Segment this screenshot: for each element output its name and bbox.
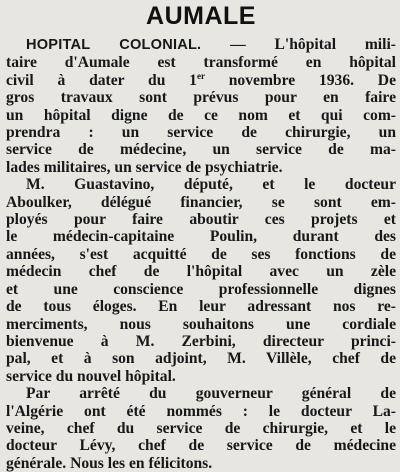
- article-line: veine, chef du service de chirurgie, et le: [6, 419, 396, 437]
- article-line: de tous éloges. En leur adressant nos re-: [6, 298, 396, 316]
- article-line: merciments, nous souhaitons une cordiale: [6, 315, 396, 333]
- article-line: médecin chef de l'hôpital avec un zèle: [6, 263, 396, 281]
- article-line: M. Guastavino, député, et le docteur: [26, 176, 396, 194]
- article-line: taire d'Aumale est transformé en hôpital: [6, 54, 396, 72]
- article-line: bienvenue à M. Zerbini, directeur princi-: [6, 332, 396, 350]
- article-line: pal, et à son adjoint, M. Villèle, chef de: [6, 350, 396, 368]
- article-line: générale. Nous les en félicitons.: [6, 454, 213, 472]
- section-kicker: HOPITAL COLONIAL.: [26, 37, 202, 53]
- article-line: docteur Lévy, chef de service de médecine: [6, 437, 396, 455]
- article-line: Par arrêté du gouverneur général de: [26, 385, 396, 403]
- article-line: le médecin-capitaine Poulin, durant des: [6, 228, 396, 246]
- article-line: service du nouvel hôpital.: [6, 367, 176, 385]
- article-line: gros travaux sont prévus pour en faire: [6, 89, 396, 107]
- article-body: [6, 36, 396, 472]
- article-line: et une conscience professionnelle dignes: [6, 280, 396, 298]
- article-line: service de médecine, un service de ma-: [6, 141, 396, 159]
- article-line: civil à dater du 1er novembre 1936. De: [6, 70, 396, 89]
- article-line: années, s'est acquitté de ses fonctions de: [6, 245, 396, 263]
- article-line: prendra : un service de chirurgie, un: [6, 124, 396, 142]
- article-line: lades militaires, un service de psychiatrie.: [6, 158, 283, 176]
- article-line: un hôpital digne de ce nom et qui com-: [6, 106, 396, 124]
- headline: AUMALE: [146, 2, 256, 30]
- article-line: l'Algérie ont été nommés : le docteur La-: [6, 402, 396, 420]
- article-line: ployés pour faire aboutir ces projets et: [6, 211, 396, 229]
- article-line: HOPITAL COLONIAL. — L'hôpital mili-: [26, 36, 396, 53]
- article-line: Aboulker, délégué financier, se sont em-: [6, 193, 396, 211]
- ordinal-superscript: er: [196, 70, 205, 81]
